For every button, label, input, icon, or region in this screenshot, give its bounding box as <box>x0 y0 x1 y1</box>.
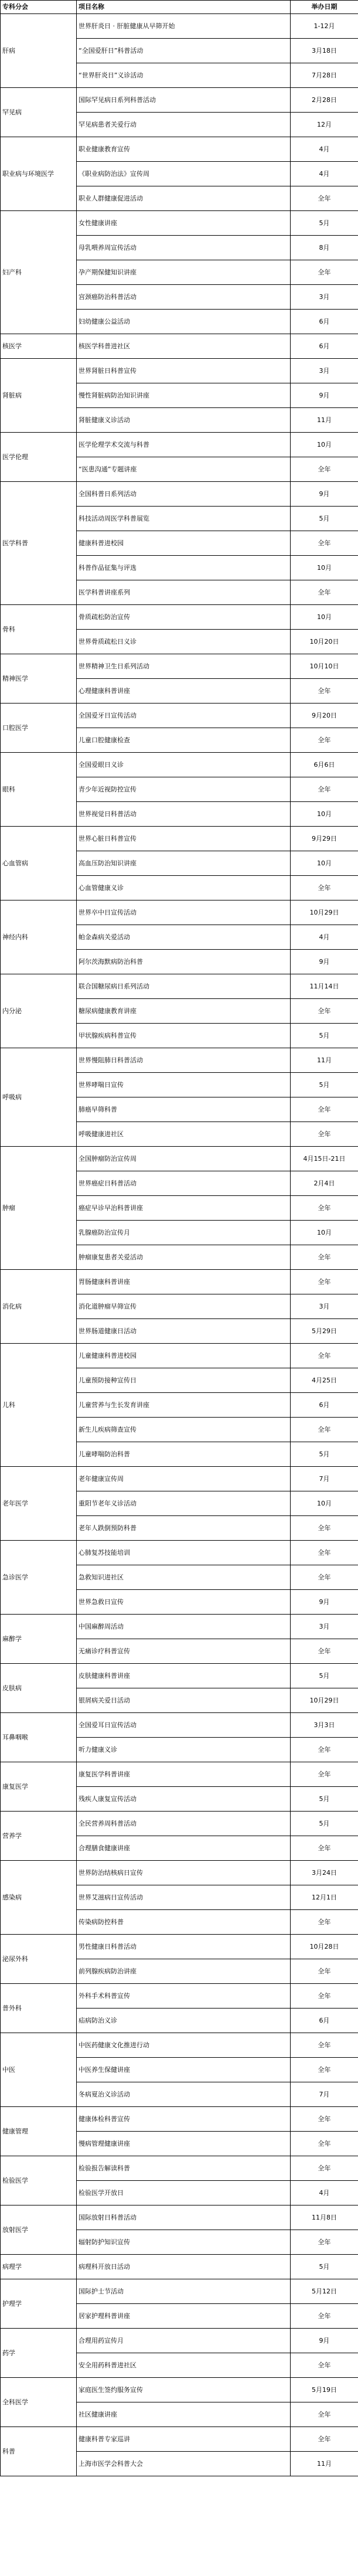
dept-cell: 儿科 <box>1 1344 77 1467</box>
dept-cell: 麻醉学 <box>1 1615 77 1664</box>
date-cell: 6月 <box>291 334 358 359</box>
date-cell: 6月6日 <box>291 753 358 777</box>
dept-cell: 口腔医学 <box>1 704 77 753</box>
project-cell: 胃肠健康科普讲座 <box>77 1270 291 1294</box>
project-cell: 呼吸健康进社区 <box>77 1122 291 1147</box>
date-cell: 全年 <box>291 260 358 285</box>
dept-cell: 急诊医学 <box>1 1541 77 1615</box>
project-cell: 慢病管理健康讲座 <box>77 2132 291 2156</box>
table-row <box>1 974 358 999</box>
date-cell: 全年 <box>291 728 358 753</box>
table-row <box>1 654 358 679</box>
project-cell: 国际放射日科普活动 <box>77 2205 291 2230</box>
dept-cell: 消化病 <box>1 1270 77 1344</box>
project-cell: 全国肿瘤防治宣传周 <box>77 1147 291 1171</box>
date-cell: 9月20日 <box>291 704 358 728</box>
date-cell: 5月29日 <box>291 1319 358 1344</box>
project-cell: 居家护理科普讲座 <box>77 2304 291 2329</box>
date-cell: 全年 <box>291 679 358 704</box>
dept-cell: 医学伦理 <box>1 433 77 482</box>
project-cell: 宫颈癌防治科普活动 <box>77 285 291 310</box>
project-cell: 世界肠道健康日活动 <box>77 1319 291 1344</box>
table-row <box>1 1344 358 1368</box>
date-cell: 全年 <box>291 2402 358 2427</box>
project-cell: 健康科普进校园 <box>77 531 291 556</box>
date-cell: 10月 <box>291 556 358 580</box>
dept-cell: 内分泌 <box>1 974 77 1048</box>
project-cell: 心血管健康义诊 <box>77 876 291 900</box>
date-cell: 9月 <box>291 2329 358 2353</box>
project-cell: 世界防治结核病日宣传 <box>77 1861 291 1885</box>
table-row <box>1 137 358 162</box>
dept-cell: 眼科 <box>1 753 77 827</box>
project-cell: 《职业病防治法》宣传周 <box>77 162 291 186</box>
project-cell: 乳腺癌防治宣传月 <box>77 1221 291 1245</box>
table-row <box>1 1984 358 2009</box>
dept-cell: 科普 <box>1 2427 77 2476</box>
date-cell: 10月 <box>291 802 358 827</box>
table-row <box>1 1270 358 1294</box>
project-cell: 皮肤健康科普讲座 <box>77 1664 291 1688</box>
project-cell: “世界肝炎日”义诊活动 <box>77 63 291 88</box>
project-cell: 冬病夏治义诊活动 <box>77 2082 291 2107</box>
dept-cell: 护理学 <box>1 2279 77 2329</box>
project-cell: 全国爱耳日宣传活动 <box>77 1713 291 1738</box>
project-cell: 检验医学开放日 <box>77 2181 291 2205</box>
table-row <box>1 211 358 236</box>
project-cell: 甲状腺疾病科普宣传 <box>77 1024 291 1048</box>
project-cell: 心理健康科普讲座 <box>77 679 291 704</box>
date-cell: 全年 <box>291 1270 358 1294</box>
project-cell: 上海市医学会科普大会 <box>77 2452 291 2476</box>
project-cell: 肾脏健康义诊活动 <box>77 408 291 433</box>
date-cell: 10月10日 <box>291 654 358 679</box>
date-cell: 10月 <box>291 1221 358 1245</box>
project-cell: 世界肾脏日科普宣传 <box>77 359 291 383</box>
date-cell: 全年 <box>291 1836 358 1861</box>
table-row <box>1 2427 358 2452</box>
project-cell: 儿童健康科普进校园 <box>77 1344 291 1368</box>
date-cell: 9月 <box>291 950 358 974</box>
date-cell: 3月 <box>291 359 358 383</box>
project-cell: 男性健康日科普活动 <box>77 1935 291 1959</box>
table-row <box>1 2156 358 2181</box>
date-cell: 全年 <box>291 1541 358 1565</box>
project-cell: 高血压防治知识讲座 <box>77 851 291 876</box>
table-row <box>1 2329 358 2353</box>
date-cell: 全年 <box>291 2304 358 2329</box>
project-cell: 全国爱眼日义诊 <box>77 753 291 777</box>
project-cell: 医学伦理学术交流与科普 <box>77 433 291 457</box>
date-cell: 9月 <box>291 482 358 507</box>
project-cell: 国际护士节活动 <box>77 2279 291 2304</box>
project-cell: 世界哮喘日宣传 <box>77 1073 291 1097</box>
date-cell: 10月28日 <box>291 1935 358 1959</box>
project-cell: 全国科普日系列活动 <box>77 482 291 507</box>
date-cell: 8月 <box>291 236 358 260</box>
project-cell: 儿童营养与生长发育讲座 <box>77 1393 291 1418</box>
header-dept: 专科分会 <box>1 1 77 14</box>
date-cell: 全年 <box>291 1639 358 1664</box>
dept-cell: 普外科 <box>1 1984 77 2033</box>
date-cell: 全年 <box>291 2427 358 2452</box>
table-row <box>1 334 358 359</box>
date-cell: 全年 <box>291 2353 358 2378</box>
dept-cell: 罕见病 <box>1 88 77 137</box>
date-cell: 全年 <box>291 457 358 482</box>
date-cell: 全年 <box>291 1122 358 1147</box>
date-cell: 全年 <box>291 1738 358 1762</box>
date-cell: 11月8日 <box>291 2205 358 2230</box>
project-cell: 急救知识进社区 <box>77 1565 291 1590</box>
date-cell: 4月15日-21日 <box>291 1147 358 1171</box>
table-row <box>1 1541 358 1565</box>
project-cell: 中医养生保健讲座 <box>77 2058 291 2082</box>
project-cell: 骨质疏松防治宣传 <box>77 605 291 630</box>
project-cell: 肺癌早筛科普 <box>77 1097 291 1122</box>
date-cell: 10月 <box>291 1491 358 1516</box>
dept-cell: 检验医学 <box>1 2156 77 2205</box>
date-cell: 5月 <box>291 1664 358 1688</box>
date-cell: 5月 <box>291 1812 358 1836</box>
project-cell: 中国麻醉周活动 <box>77 1615 291 1639</box>
project-cell: 无痛诊疗科普宣传 <box>77 1639 291 1664</box>
table-row <box>1 2255 358 2279</box>
table-row <box>1 2033 358 2058</box>
table-row <box>1 1861 358 1885</box>
project-cell: 新生儿疾病筛查宣传 <box>77 1418 291 1442</box>
table-row <box>1 827 358 851</box>
date-cell: 10月29日 <box>291 1688 358 1713</box>
project-cell: 罕见病患者关爱行动 <box>77 113 291 137</box>
date-cell: 4月 <box>291 2181 358 2205</box>
dept-cell: 肾脏病 <box>1 359 77 433</box>
project-cell: 世界视觉日科普活动 <box>77 802 291 827</box>
date-cell: 7月28日 <box>291 63 358 88</box>
date-cell: 4月 <box>291 137 358 162</box>
date-cell: 3月 <box>291 1294 358 1319</box>
project-cell: 世界肝炎日 · 肝脏健康从早筛开始 <box>77 14 291 39</box>
project-cell: 联合国糖尿病日系列活动 <box>77 974 291 999</box>
project-cell: 合理膳食健康讲座 <box>77 1836 291 1861</box>
project-cell: 传染病防控科普 <box>77 1910 291 1935</box>
date-cell: 5月 <box>291 1073 358 1097</box>
date-cell: 11月14日 <box>291 974 358 999</box>
date-cell: 全年 <box>291 2230 358 2255</box>
date-cell: 3月3日 <box>291 1713 358 1738</box>
project-cell: 辐射防护知识宣传 <box>77 2230 291 2255</box>
date-cell: 全年 <box>291 876 358 900</box>
dept-cell: 神经内科 <box>1 900 77 974</box>
project-cell: 残疾人康复宣传活动 <box>77 1787 291 1812</box>
project-cell: 老年人跌倒预防科普 <box>77 1516 291 1541</box>
date-cell: 全年 <box>291 1344 358 1368</box>
date-cell: 5月12日 <box>291 2279 358 2304</box>
dept-cell: 心血管病 <box>1 827 77 900</box>
date-cell: 全年 <box>291 531 358 556</box>
date-cell: 11月 <box>291 2452 358 2476</box>
dept-cell: 老年医学 <box>1 1467 77 1541</box>
date-cell: 3月18日 <box>291 39 358 63</box>
date-cell: 全年 <box>291 1984 358 2009</box>
project-cell: 重阳节老年义诊活动 <box>77 1491 291 1516</box>
project-cell: 健康体检科普宣传 <box>77 2107 291 2132</box>
date-cell: 全年 <box>291 999 358 1024</box>
project-cell: 安全用药科普进社区 <box>77 2353 291 2378</box>
project-cell: 病理科开放日活动 <box>77 2255 291 2279</box>
dept-cell: 妇产科 <box>1 211 77 334</box>
project-cell: 癌症早诊早治科普讲座 <box>77 1196 291 1221</box>
project-cell: 银屑病关爱日活动 <box>77 1688 291 1713</box>
project-cell: 科普作品征集与评选 <box>77 556 291 580</box>
date-cell: 全年 <box>291 1418 358 1442</box>
dept-cell: 皮肤病 <box>1 1664 77 1713</box>
date-cell: 全年 <box>291 1565 358 1590</box>
project-cell: “医患沟通”专题讲座 <box>77 457 291 482</box>
table-body <box>1 14 358 2476</box>
dept-cell: 核医学 <box>1 334 77 359</box>
date-cell: 9月 <box>291 1590 358 1615</box>
date-cell: 全年 <box>291 1245 358 1270</box>
project-cell: “全国爱肝日”科普活动 <box>77 39 291 63</box>
header-project: 项目名称 <box>77 1 291 14</box>
project-cell: 家庭医生签约服务宣传 <box>77 2378 291 2402</box>
project-cell: 消化道肿瘤早筛宣传 <box>77 1294 291 1319</box>
table-row <box>1 1812 358 1836</box>
project-cell: 中医药健康文化推进行动 <box>77 2033 291 2058</box>
date-cell: 3月 <box>291 285 358 310</box>
project-cell: 世界精神卫生日系列活动 <box>77 654 291 679</box>
date-cell: 3月24日 <box>291 1861 358 1885</box>
dept-cell: 病理学 <box>1 2255 77 2279</box>
project-cell: 青少年近视防控宣传 <box>77 777 291 802</box>
project-cell: 母乳喂养周宣传活动 <box>77 236 291 260</box>
date-cell: 全年 <box>291 2107 358 2132</box>
table-row <box>1 1762 358 1787</box>
project-cell: 健康科普专家巡讲 <box>77 2427 291 2452</box>
project-cell: 儿童哮喘防治科普 <box>77 1442 291 1467</box>
date-cell: 全年 <box>291 1196 358 1221</box>
date-cell: 全年 <box>291 1959 358 1984</box>
project-cell: 科技活动周医学科普展览 <box>77 507 291 531</box>
project-cell: 职业人群健康促进活动 <box>77 186 291 211</box>
date-cell: 全年 <box>291 1762 358 1787</box>
project-cell: 老年健康宣传周 <box>77 1467 291 1491</box>
project-cell: 合理用药宣传月 <box>77 2329 291 2353</box>
date-cell: 6月 <box>291 1393 358 1418</box>
dept-cell: 呼吸病 <box>1 1048 77 1147</box>
date-cell: 10月 <box>291 605 358 630</box>
table-row <box>1 433 358 457</box>
dept-cell: 中医 <box>1 2033 77 2107</box>
table-row <box>1 900 358 925</box>
date-cell: 12月 <box>291 113 358 137</box>
project-cell: 全民营养周科普活动 <box>77 1812 291 1836</box>
date-cell: 全年 <box>291 2156 358 2181</box>
project-cell: 前列腺疾病防治讲座 <box>77 1959 291 1984</box>
project-cell: 阿尔茨海默病防治科普 <box>77 950 291 974</box>
table-row <box>1 1048 358 1073</box>
table-row <box>1 1935 358 1959</box>
dept-cell: 骨科 <box>1 605 77 654</box>
project-cell: 儿童口腔健康检查 <box>77 728 291 753</box>
project-cell: 世界骨质疏松日义诊 <box>77 630 291 654</box>
date-cell: 全年 <box>291 1910 358 1935</box>
date-cell: 4月 <box>291 925 358 950</box>
project-cell: 女性健康讲座 <box>77 211 291 236</box>
date-cell: 4月25日 <box>291 1368 358 1393</box>
project-cell: 全国爱牙日宣传活动 <box>77 704 291 728</box>
dept-cell: 药学 <box>1 2329 77 2378</box>
table-row <box>1 359 358 383</box>
table-row <box>1 482 358 507</box>
date-cell: 12月1日 <box>291 1885 358 1910</box>
table-row <box>1 2107 358 2132</box>
dept-cell: 耳鼻咽喉 <box>1 1713 77 1762</box>
date-cell: 全年 <box>291 1516 358 1541</box>
date-cell: 全年 <box>291 2033 358 2058</box>
project-cell: 社区健康讲座 <box>77 2402 291 2427</box>
date-cell: 全年 <box>291 186 358 211</box>
date-cell: 5月 <box>291 1442 358 1467</box>
date-cell: 7月 <box>291 2082 358 2107</box>
date-cell: 11月 <box>291 408 358 433</box>
date-cell: 全年 <box>291 777 358 802</box>
date-cell: 7月 <box>291 1467 358 1491</box>
project-cell: 听力健康义诊 <box>77 1738 291 1762</box>
project-cell: 职业健康教育宣传 <box>77 137 291 162</box>
project-cell: 妇幼健康公益活动 <box>77 310 291 334</box>
date-cell: 全年 <box>291 1097 358 1122</box>
table-row <box>1 2378 358 2402</box>
date-cell: 10月 <box>291 851 358 876</box>
table-row <box>1 1467 358 1491</box>
project-cell: 糖尿病健康教育讲座 <box>77 999 291 1024</box>
table-row <box>1 2279 358 2304</box>
dept-cell: 感染病 <box>1 1861 77 1935</box>
dept-cell: 精神医学 <box>1 654 77 704</box>
date-cell: 11月 <box>291 1048 358 1073</box>
project-cell: 孕产期保健知识讲座 <box>77 260 291 285</box>
date-cell: 1-12月 <box>291 14 358 39</box>
table-row <box>1 1147 358 1171</box>
dept-cell: 健康管理 <box>1 2107 77 2156</box>
date-cell: 6月 <box>291 310 358 334</box>
date-cell: 10月29日 <box>291 900 358 925</box>
project-cell: 世界急救日宣传 <box>77 1590 291 1615</box>
project-cell: 康复医学科普讲座 <box>77 1762 291 1787</box>
date-cell: 9月29日 <box>291 827 358 851</box>
dept-cell: 职业病与环境医学 <box>1 137 77 211</box>
project-cell: 世界心脏日科普宣传 <box>77 827 291 851</box>
dept-cell: 医学科普 <box>1 482 77 605</box>
table-row <box>1 1664 358 1688</box>
header-row <box>1 1 358 14</box>
table-row <box>1 1713 358 1738</box>
project-cell: 检验报告解读科普 <box>77 2156 291 2181</box>
project-cell: 世界艾滋病日宣传活动 <box>77 1885 291 1910</box>
date-cell: 2月28日 <box>291 88 358 113</box>
project-cell: 国际罕见病日系列科普活动 <box>77 88 291 113</box>
dept-cell: 放射医学 <box>1 2205 77 2255</box>
project-cell: 外科手术科普宣传 <box>77 1984 291 2009</box>
dept-cell: 肝病 <box>1 14 77 88</box>
project-cell: 核医学科普进社区 <box>77 334 291 359</box>
table-row <box>1 2205 358 2230</box>
date-cell: 6月 <box>291 2009 358 2033</box>
table-row <box>1 1615 358 1639</box>
header-date: 举办日期 <box>291 1 358 14</box>
date-cell: 10月20日 <box>291 630 358 654</box>
project-cell: 医学科普讲座系列 <box>77 580 291 605</box>
table-row <box>1 88 358 113</box>
date-cell: 10月 <box>291 433 358 457</box>
date-cell: 4月 <box>291 162 358 186</box>
date-cell: 全年 <box>291 2132 358 2156</box>
dept-cell: 康复医学 <box>1 1762 77 1812</box>
project-cell: 世界卒中日宣传活动 <box>77 900 291 925</box>
table-row <box>1 605 358 630</box>
project-cell: 肿瘤康复患者关爱活动 <box>77 1245 291 1270</box>
project-cell: 帕金森病关爱活动 <box>77 925 291 950</box>
date-cell: 5月 <box>291 2255 358 2279</box>
project-cell: 慢性肾脏病防治知识讲座 <box>77 383 291 408</box>
table-row <box>1 704 358 728</box>
date-cell: 5月 <box>291 211 358 236</box>
table-row <box>1 14 358 39</box>
project-cell: 世界慢阻肺日科普活动 <box>77 1048 291 1073</box>
date-cell: 5月 <box>291 1787 358 1812</box>
dept-cell: 营养学 <box>1 1812 77 1861</box>
date-cell: 全年 <box>291 2058 358 2082</box>
date-cell: 5月 <box>291 1024 358 1048</box>
dept-cell: 泌尿外科 <box>1 1935 77 1984</box>
date-cell: 3月 <box>291 1615 358 1639</box>
project-cell: 世界癌症日科普活动 <box>77 1171 291 1196</box>
project-cell: 儿童预防接种宣传日 <box>77 1368 291 1393</box>
date-cell: 全年 <box>291 580 358 605</box>
date-cell: 9月 <box>291 383 358 408</box>
table-row <box>1 753 358 777</box>
date-cell: 5月 <box>291 507 358 531</box>
project-cell: 疝病防治义诊 <box>77 2009 291 2033</box>
dept-cell: 肿瘤 <box>1 1147 77 1270</box>
dept-cell: 全科医学 <box>1 2378 77 2427</box>
date-cell: 5月19日 <box>291 2378 358 2402</box>
project-cell: 心肺复苏技能培训 <box>77 1541 291 1565</box>
date-cell: 2月4日 <box>291 1171 358 1196</box>
